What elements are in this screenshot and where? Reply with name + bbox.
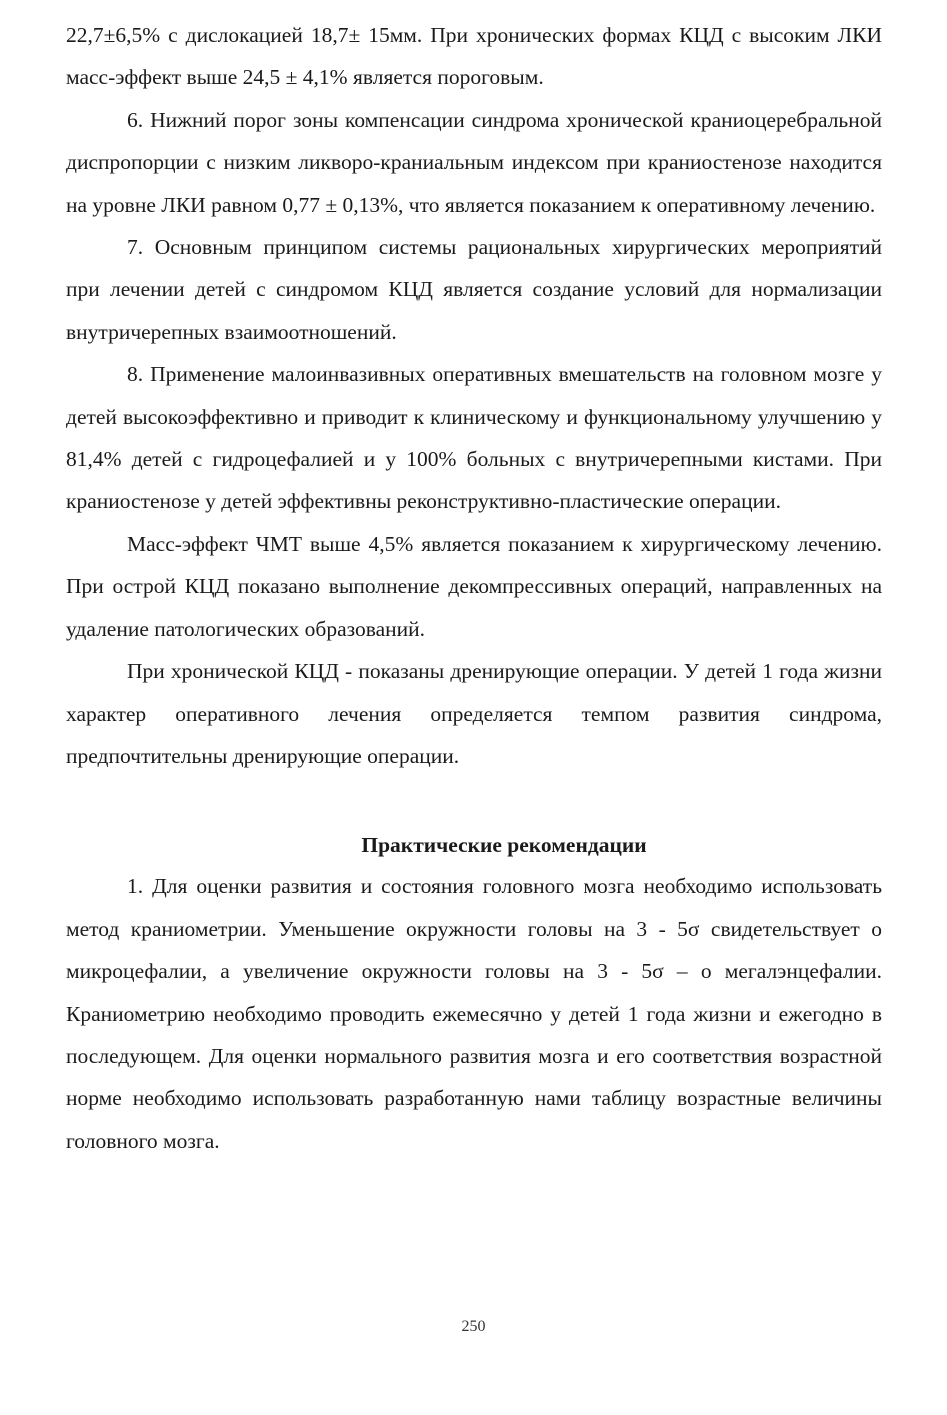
paragraph-conclusion-6: 6. Нижний порог зоны компенсации синдрома хронической краниоцеребральной диспропорции с низким ликворо-краниальным индексом при краниостенозе находится на уровне ЛКИ равном 0,77 ± 0,13%, что является показанием к оперативному лечению. <box>66 107 882 217</box>
paragraph-recommendation-1: 1. Для оценки развития и состояния головного мозга необходимо использовать метод краниометрии. Уменьшение окружности головы на 3 - 5σ свидетельствует о микроцефалии, а увеличение окружности головы на 3 - 5σ – о мегалэнцефалии. Краниометрию необходимо проводить ежемесячно у детей 1 года жизни и ежегодно в последующем. Для оценки нормального развития мозга и его соответствия возрастной норме необходимо использовать разработанную нами таблицу возрастные величины головного мозга. <box>66 874 882 1153</box>
paragraph-conclusion-7: 7. Основным принципом системы рациональных хирургических мероприятий при лечении детей с синдромом КЦД является создание условий для нормализации внутричерепных взаимоотношений. <box>66 235 882 344</box>
paragraph-mass-effect: Масс-эффект ЧМТ выше 4,5% является показанием к хирургическому лечению. При острой КЦД показано выполнение декомпрессивных операций, направленных на удаление патологических образований. <box>66 531 882 641</box>
paragraph-chronic-kcd: При хронической КЦД - показаны дренирующие операции. У детей 1 года жизни характер оперативного лечения определяется темпом развития синдрома, предпочтительны дренирующие операции. <box>66 659 882 768</box>
paragraph-conclusion-8: 8. Применение малоинвазивных оперативных вмешательств на головном мозге у детей высокоэффективно и приводит к клиническому и функциональному улучшению у 81,4% детей с гидроцефалией и у 100% больных с внутричерепными кистами. При краниостенозе у детей эффективны реконструктивно-пластические операции. <box>66 362 882 514</box>
document-page <box>66 14 882 1162</box>
paragraph-continuation: 22,7±6,5% с дислокацией 18,7± 15мм. При хронических формах КЦД с высоким ЛКИ масс-эффект выше 24,5 ± 4,1% является пороговым. <box>66 23 882 90</box>
section-heading: Практические рекомендации <box>361 833 647 858</box>
page-number: 250 <box>461 1318 486 1335</box>
